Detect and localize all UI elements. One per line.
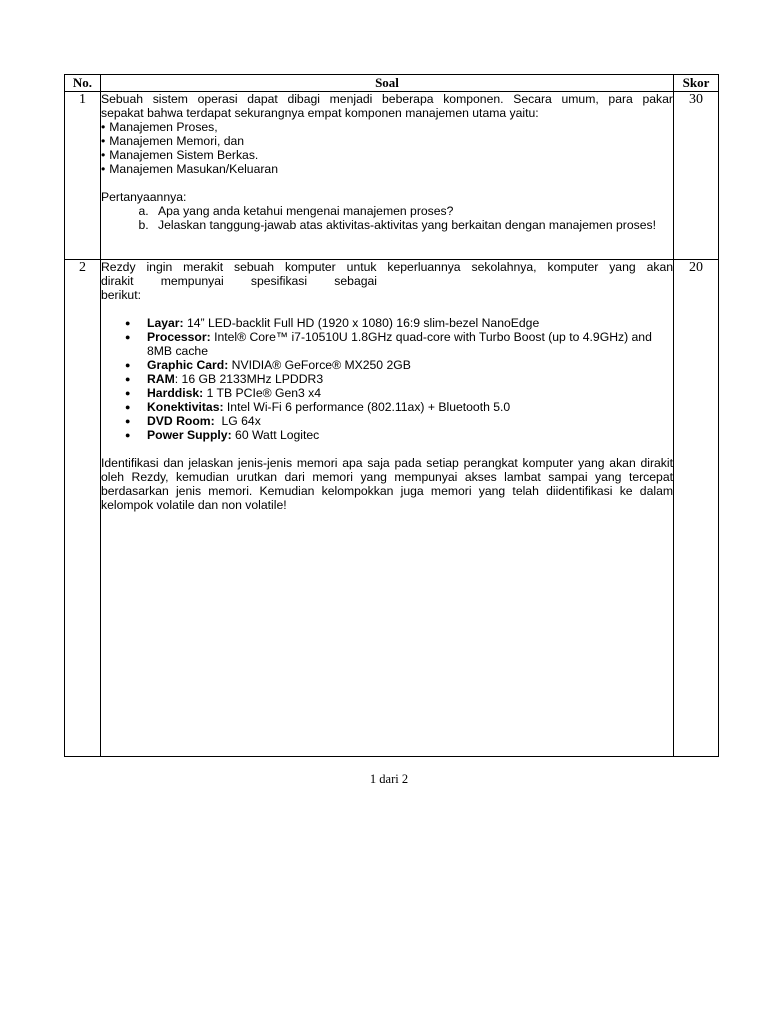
spec-value: NVIDIA® GeForce® MX250 2GB <box>228 358 411 372</box>
spec-value: : 16 GB 2133MHz LPDDR3 <box>174 372 324 386</box>
q1-subquestion-list <box>101 204 673 232</box>
q2-intro-line-3: berikut: <box>101 288 141 302</box>
spec-value: 60 Watt Logitec <box>231 428 320 442</box>
page-number: 1 dari 2 <box>369 772 409 786</box>
list-item <box>147 386 673 400</box>
spec-label: Harddisk: <box>147 386 204 400</box>
q2-intro-line-2: dirakit mempunyai spesifikasi sebagai <box>101 274 377 288</box>
spec-label: Layar: <box>147 316 184 330</box>
list-item: b. Jelaskan tanggung-jawab atas aktivitas-aktivitas yang berkaitan dengan manajemen proses! <box>152 218 673 232</box>
spec-value: 1 TB PCIe® Gen3 x4 <box>203 386 322 400</box>
q1-intro-line-2: sepakat bahwa terdapat sekurangnya empat komponen manajemen utama yaitu: <box>101 106 539 120</box>
list-item: • Manajemen Memori, dan <box>101 134 673 148</box>
q2-task-text: Identifikasi dan jelaskan jenis-jenis memori apa saja pada setiap perangkat komputer yang akan dirakit oleh Rezdy, kemudian urutkan dari memori yang mempunyai akses lambat sampai yang tercepat berdasarkan jenis memori. Kemudian kelompokkan juga memori yang telah diidentifikasi ke dalam kelompok volatile dan non volatile! <box>101 456 673 512</box>
q1-component-list <box>101 120 673 176</box>
spec-value: LG 64x <box>214 414 261 428</box>
list-item <box>147 316 673 330</box>
question-score: 20 <box>674 260 719 757</box>
question-text <box>101 260 674 757</box>
spec-label: Power Supply: <box>147 428 232 442</box>
list-item: • Manajemen Proses, <box>101 120 673 134</box>
list-item <box>147 428 673 442</box>
spec-list <box>101 316 673 442</box>
question-table <box>64 74 719 757</box>
spec-label: Konektivitas: <box>147 400 224 414</box>
question-text <box>101 92 674 260</box>
list-item: a. Apa yang anda ketahui mengenai manajemen proses? <box>152 204 673 218</box>
header-skor: Skor <box>674 75 719 92</box>
spec-label: DVD Room: <box>147 414 215 428</box>
list-item: • Manajemen Masukan/Keluaran <box>101 162 673 176</box>
spec-value: Intel® Core™ i7-10510U 1.8GHz quad-core with Turbo Boost (up to 4.9GHz) and 8MB cache <box>147 330 652 358</box>
q1-intro-line-1: Sebuah sistem operasi dapat dibagi menjadi beberapa komponen. Secara umum, para pakar <box>101 92 673 106</box>
q1-question-label: Pertanyaannya: <box>101 190 187 204</box>
header-soal: Soal <box>101 75 674 92</box>
spec-label: Processor: <box>147 330 211 344</box>
list-item <box>147 372 673 386</box>
question-number: 1 <box>65 92 101 260</box>
list-item <box>147 414 673 428</box>
spec-value: Intel Wi-Fi 6 performance (802.11ax) + Bluetooth 5.0 <box>223 400 511 414</box>
question-number: 2 <box>65 260 101 757</box>
header-no: No. <box>65 75 101 92</box>
spec-label: RAM <box>147 372 175 386</box>
question-row-1 <box>65 92 719 260</box>
list-item <box>147 358 673 372</box>
question-row-2 <box>65 260 719 757</box>
spec-label: Graphic Card: <box>147 358 229 372</box>
list-item <box>147 400 673 414</box>
spec-value: 14” LED-backlit Full HD (1920 x 1080) 16:9 slim-bezel NanoEdge <box>183 316 540 330</box>
question-score: 30 <box>674 92 719 260</box>
q2-intro-line-1: Rezdy ingin merakit sebuah komputer untuk keperluannya sekolahnya, komputer yang akan <box>101 260 673 274</box>
list-item <box>147 330 673 358</box>
table-header-row <box>65 75 719 92</box>
list-item: • Manajemen Sistem Berkas. <box>101 148 673 162</box>
